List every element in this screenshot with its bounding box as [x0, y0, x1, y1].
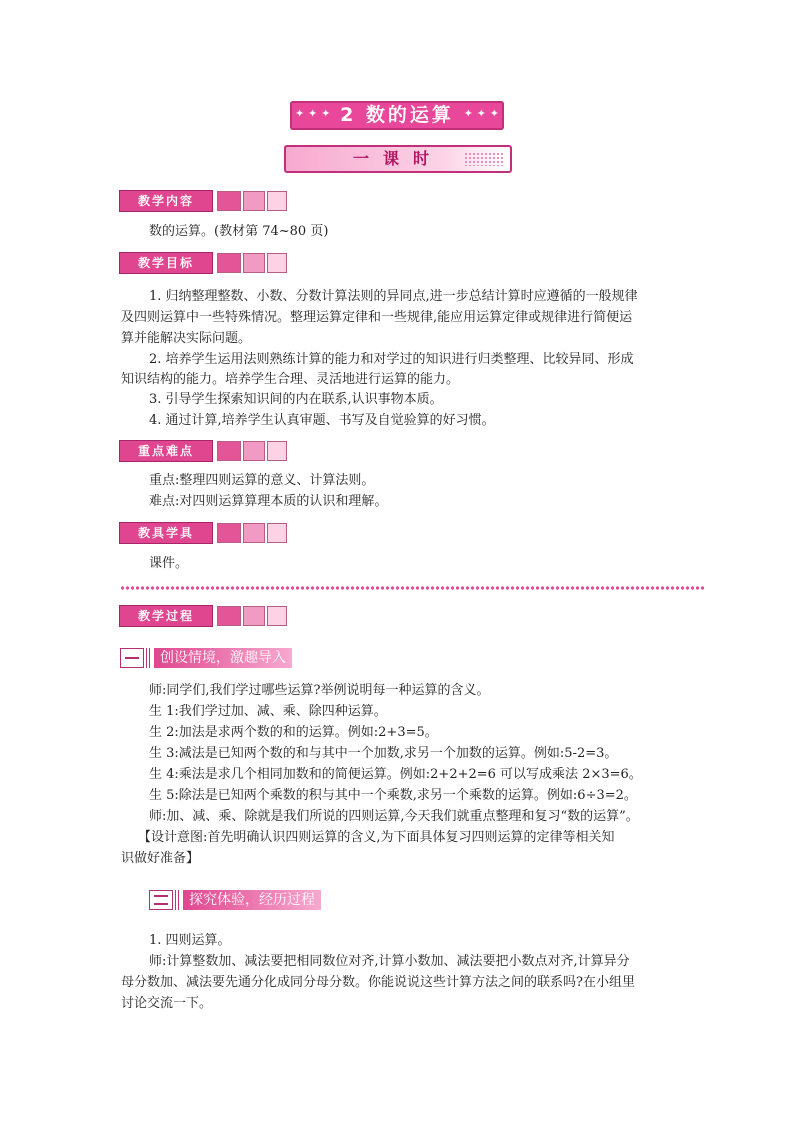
key-line: 重点:整理四则运算的意义、计算法则。: [149, 473, 375, 488]
square-decoration-icon: [243, 191, 265, 211]
chapter-title: 2 数的运算: [340, 104, 454, 126]
step-label: 探究体验，经历过程: [183, 890, 321, 910]
body-line: 师:计算整数加、减法要把相同数位对齐,计算小数加、减法要把小数点对齐,计算异分: [149, 954, 630, 969]
square-decoration-icon: [267, 523, 287, 543]
goal-line: 及四则运算中一些特殊情况。整理运算定律和一些规律,能应用运算定律或规律进行简便运: [121, 310, 633, 325]
chapter-title-banner: [290, 101, 504, 130]
square-decoration-icon: [217, 606, 241, 626]
dialogue-line: 师:加、减、乘、除就是我们所说的四则运算,今天我们就重点整理和复习“数的运算”。: [149, 809, 639, 824]
step-label: 创设情境，激趣导入: [154, 648, 292, 668]
square-decoration-icon: [217, 523, 241, 543]
dot-pattern-icon: [464, 152, 504, 166]
dialogue-line: 生 2:加法是求两个数的和的运算。例如:2+3=5。: [149, 725, 438, 740]
goal-line: 知识结构的能力。培养学生合理、灵活地进行运算的能力。: [121, 372, 460, 387]
body-line: 母分数加、减法要先通分化成同分母分数。你能说说这些计算方法之间的联系吗?在小组里: [121, 975, 635, 990]
square-decoration-icon: [267, 253, 287, 273]
square-decoration-icon: [243, 523, 265, 543]
tools-text: 课件。: [149, 556, 189, 571]
square-decoration-icon: [243, 606, 265, 626]
goal-line: 2. 培养学生运用法则熟练计算的能力和对学过的知识进行归类整理、比较异同、形成: [149, 352, 634, 367]
star-decoration-icon: ✦ ✦ ✦: [295, 107, 331, 120]
goal-line: 1. 归纳整理整数、小数、分数计算法则的异同点,进一步总结计算时应遵循的一般规律: [149, 289, 638, 304]
square-decoration-icon: [243, 441, 265, 461]
key-line: 难点:对四则运算算理本质的认识和理解。: [149, 494, 388, 509]
goal-line: 3. 引导学生探索知识间的内在联系,认识事物本质。: [149, 392, 443, 407]
body-line: 1. 四则运算。: [149, 933, 231, 948]
stripe-decoration-icon: [175, 890, 181, 910]
dialogue-line: 生 3:减法是已知两个数的和与其中一个加数,求另一个加数的运算。例如:5-2=3。: [149, 746, 618, 761]
body-line: 讨论交流一下。: [121, 996, 213, 1011]
square-decoration-icon: [217, 441, 241, 461]
star-decoration-icon: ✦ ✦ ✦: [463, 107, 499, 120]
dialogue-line: 生 1:我们学过加、减、乘、除四种运算。: [149, 704, 387, 719]
goal-line: 4. 通过计算,培养学生认真审题、书写及自觉验算的好习惯。: [149, 413, 495, 428]
square-decoration-icon: [217, 253, 241, 273]
section-tag: 教具学具: [119, 522, 213, 544]
content-text: 数的运算。(教材第 74~80 页): [149, 224, 329, 239]
square-decoration-icon: [267, 606, 287, 626]
lesson-banner: [284, 145, 512, 173]
star-divider: [120, 585, 706, 591]
dialogue-line: 生 5:除法是已知两个乘数的积与其中一个乘数,求另一个乘数的运算。例如:6÷3=2。: [149, 788, 637, 803]
lesson-title: 一课时: [352, 149, 443, 168]
dialogue-line: 师:同学们,我们学过哪些运算?举例说明每一种运算的含义。: [149, 683, 490, 698]
dialogue-line: 生 4:乘法是求几个相同加数和的简便运算。例如:2+2+2=6 可以写成乘法 2×3=6。: [149, 767, 642, 782]
goal-line: 算并能解决实际问题。: [121, 331, 252, 346]
numeral-one-icon: [120, 648, 144, 668]
stripe-decoration-icon: [146, 648, 152, 668]
square-decoration-icon: [217, 191, 241, 211]
section-tag: 教学内容: [119, 190, 213, 212]
numeral-two-icon: [149, 890, 173, 910]
section-tag: 教学过程: [119, 605, 213, 627]
section-tag: 重点难点: [119, 440, 213, 462]
square-decoration-icon: [243, 253, 265, 273]
design-intent-line: 识做好准备】: [121, 851, 200, 866]
design-intent-line: 【设计意图:首先明确认识四则运算的含义,为下面具体复习四则运算的定律等相关知: [138, 830, 615, 845]
square-decoration-icon: [267, 191, 287, 211]
square-decoration-icon: [267, 441, 287, 461]
section-tag: 教学目标: [119, 252, 213, 274]
